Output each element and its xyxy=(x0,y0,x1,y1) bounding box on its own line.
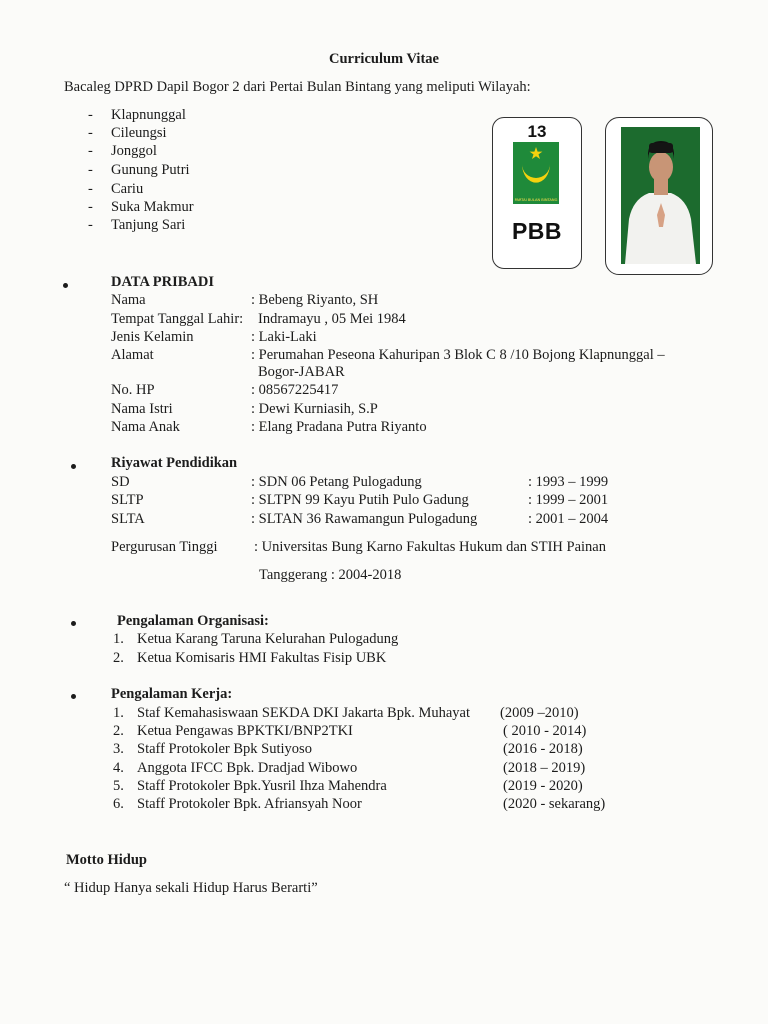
section-heading-pendidikan: Riyawat Pendidikan xyxy=(111,455,238,471)
field-value: : Dewi Kurniasih, S.P xyxy=(251,401,378,417)
edu-level: SLTP xyxy=(111,492,144,508)
field-value: : Elang Pradana Putra Riyanto xyxy=(251,419,427,435)
list-dash: - xyxy=(88,162,93,178)
edu-years: : 2001 – 2004 xyxy=(528,511,609,527)
job-years: (2009 –2010) xyxy=(500,705,579,721)
edu-school: : SLTPN 99 Kayu Putih Pulo Gadung xyxy=(251,492,469,508)
region-item: Cariu xyxy=(111,181,144,197)
field-label: Nama Anak xyxy=(111,419,180,435)
edu-school: : SLTAN 36 Rawamangun Pulogadung xyxy=(251,511,478,527)
region-item: Tanjung Sari xyxy=(111,217,186,233)
list-dash: - xyxy=(88,107,93,123)
field-label: Nama Istri xyxy=(111,401,173,417)
region-item: Jonggol xyxy=(111,143,157,159)
list-number: 3. xyxy=(113,741,124,757)
list-dash: - xyxy=(88,199,93,215)
edu-years: : 1999 – 2001 xyxy=(528,492,609,508)
region-item: Gunung Putri xyxy=(111,162,190,178)
bullet xyxy=(71,621,76,626)
list-dash: - xyxy=(88,143,93,159)
motto-text: “ Hidup Hanya sekali Hidup Harus Berarti” xyxy=(64,880,318,896)
edu-higher-value-continued: Tanggerang : 2004-2018 xyxy=(259,567,402,583)
party-flag xyxy=(513,142,559,204)
list-number: 1. xyxy=(113,631,124,647)
bullet xyxy=(63,283,68,288)
job-years: (2020 - sekarang) xyxy=(503,796,606,812)
bullet xyxy=(71,694,76,699)
edu-years: : 1993 – 1999 xyxy=(528,474,609,490)
edu-higher-value: : Universitas Bung Karno Fakultas Hukum dan STIH Painan xyxy=(254,539,606,555)
edu-level: SLTA xyxy=(111,511,145,527)
region-item: Klapnunggal xyxy=(111,107,186,123)
job-years: (2018 – 2019) xyxy=(503,760,586,776)
field-value: : Laki-Laki xyxy=(251,329,317,345)
list-dash: - xyxy=(88,217,93,233)
field-value-continued: Bogor-JABAR xyxy=(258,364,345,380)
field-label: Jenis Kelamin xyxy=(111,329,194,345)
field-label: Tempat Tanggal Lahir: xyxy=(111,311,244,327)
job-title: Staff Protokoler Bpk. Afriansyah Noor xyxy=(137,796,362,812)
field-value: : 08567225417 xyxy=(251,382,339,398)
list-number: 2. xyxy=(113,723,124,739)
crescent-star-icon xyxy=(513,142,559,204)
field-value: : Perumahan Peseona Kahuripan 3 Blok C 8 /10 Bojong Klapnunggal – xyxy=(251,347,665,363)
party-acronym: PBB xyxy=(511,218,563,244)
candidate-photo xyxy=(621,127,700,264)
section-heading-organisasi: Pengalaman Organisasi: xyxy=(117,613,269,629)
job-title: Staff Protokoler Bpk Sutiyoso xyxy=(137,741,312,757)
list-number: 5. xyxy=(113,778,124,794)
field-value: Indramayu , 05 Mei 1984 xyxy=(258,311,406,327)
list-number: 6. xyxy=(113,796,124,812)
region-item: Suka Makmur xyxy=(111,199,194,215)
job-title: Staff Protokoler Bpk.Yusril Ihza Mahendra xyxy=(137,778,387,794)
edu-level: SD xyxy=(111,474,130,490)
page-title: Curriculum Vitae xyxy=(329,51,439,67)
org-item: Ketua Komisaris HMI Fakultas Fisip UBK xyxy=(137,650,387,666)
field-label: Nama xyxy=(111,292,146,308)
job-title: Ketua Pengawas BPKTKI/BNP2TKI xyxy=(137,723,353,739)
list-dash: - xyxy=(88,125,93,141)
field-label: Alamat xyxy=(111,347,154,363)
job-title: Staf Kemahasiswaan SEKDA DKI Jakarta Bpk. Muhayat xyxy=(137,705,471,721)
bullet xyxy=(71,464,76,469)
edu-school: : SDN 06 Petang Pulogadung xyxy=(251,474,422,490)
flag-caption: PARTAI BULAN BINTANG xyxy=(514,198,558,202)
list-number: 1. xyxy=(113,705,124,721)
edu-higher-label: Pergurusan Tinggi xyxy=(111,539,218,555)
job-years: (2019 - 2020) xyxy=(503,778,583,794)
list-number: 2. xyxy=(113,650,124,666)
party-logo xyxy=(492,117,582,269)
section-heading-kerja: Pengalaman Kerja: xyxy=(111,686,233,702)
field-label: No. HP xyxy=(111,382,155,398)
intro-text: Bacaleg DPRD Dapil Bogor 2 dari Pertai Bulan Bintang yang meliputi Wilayah: xyxy=(64,79,531,95)
field-value: : Bebeng Riyanto, SH xyxy=(251,292,379,308)
list-dash: - xyxy=(88,181,93,197)
section-heading-motto: Motto Hidup xyxy=(66,852,147,868)
candidate-photo-card xyxy=(605,117,713,275)
org-item: Ketua Karang Taruna Kelurahan Pulogadung xyxy=(137,631,399,647)
region-item: Cileungsi xyxy=(111,125,167,141)
job-years: ( 2010 - 2014) xyxy=(503,723,587,739)
list-number: 4. xyxy=(113,760,124,776)
job-years: (2016 - 2018) xyxy=(503,741,583,757)
job-title: Anggota IFCC Bpk. Dradjad Wibowo xyxy=(137,760,358,776)
section-heading-data-pribadi: DATA PRIBADI xyxy=(111,274,214,290)
party-number: 13 xyxy=(527,122,547,141)
